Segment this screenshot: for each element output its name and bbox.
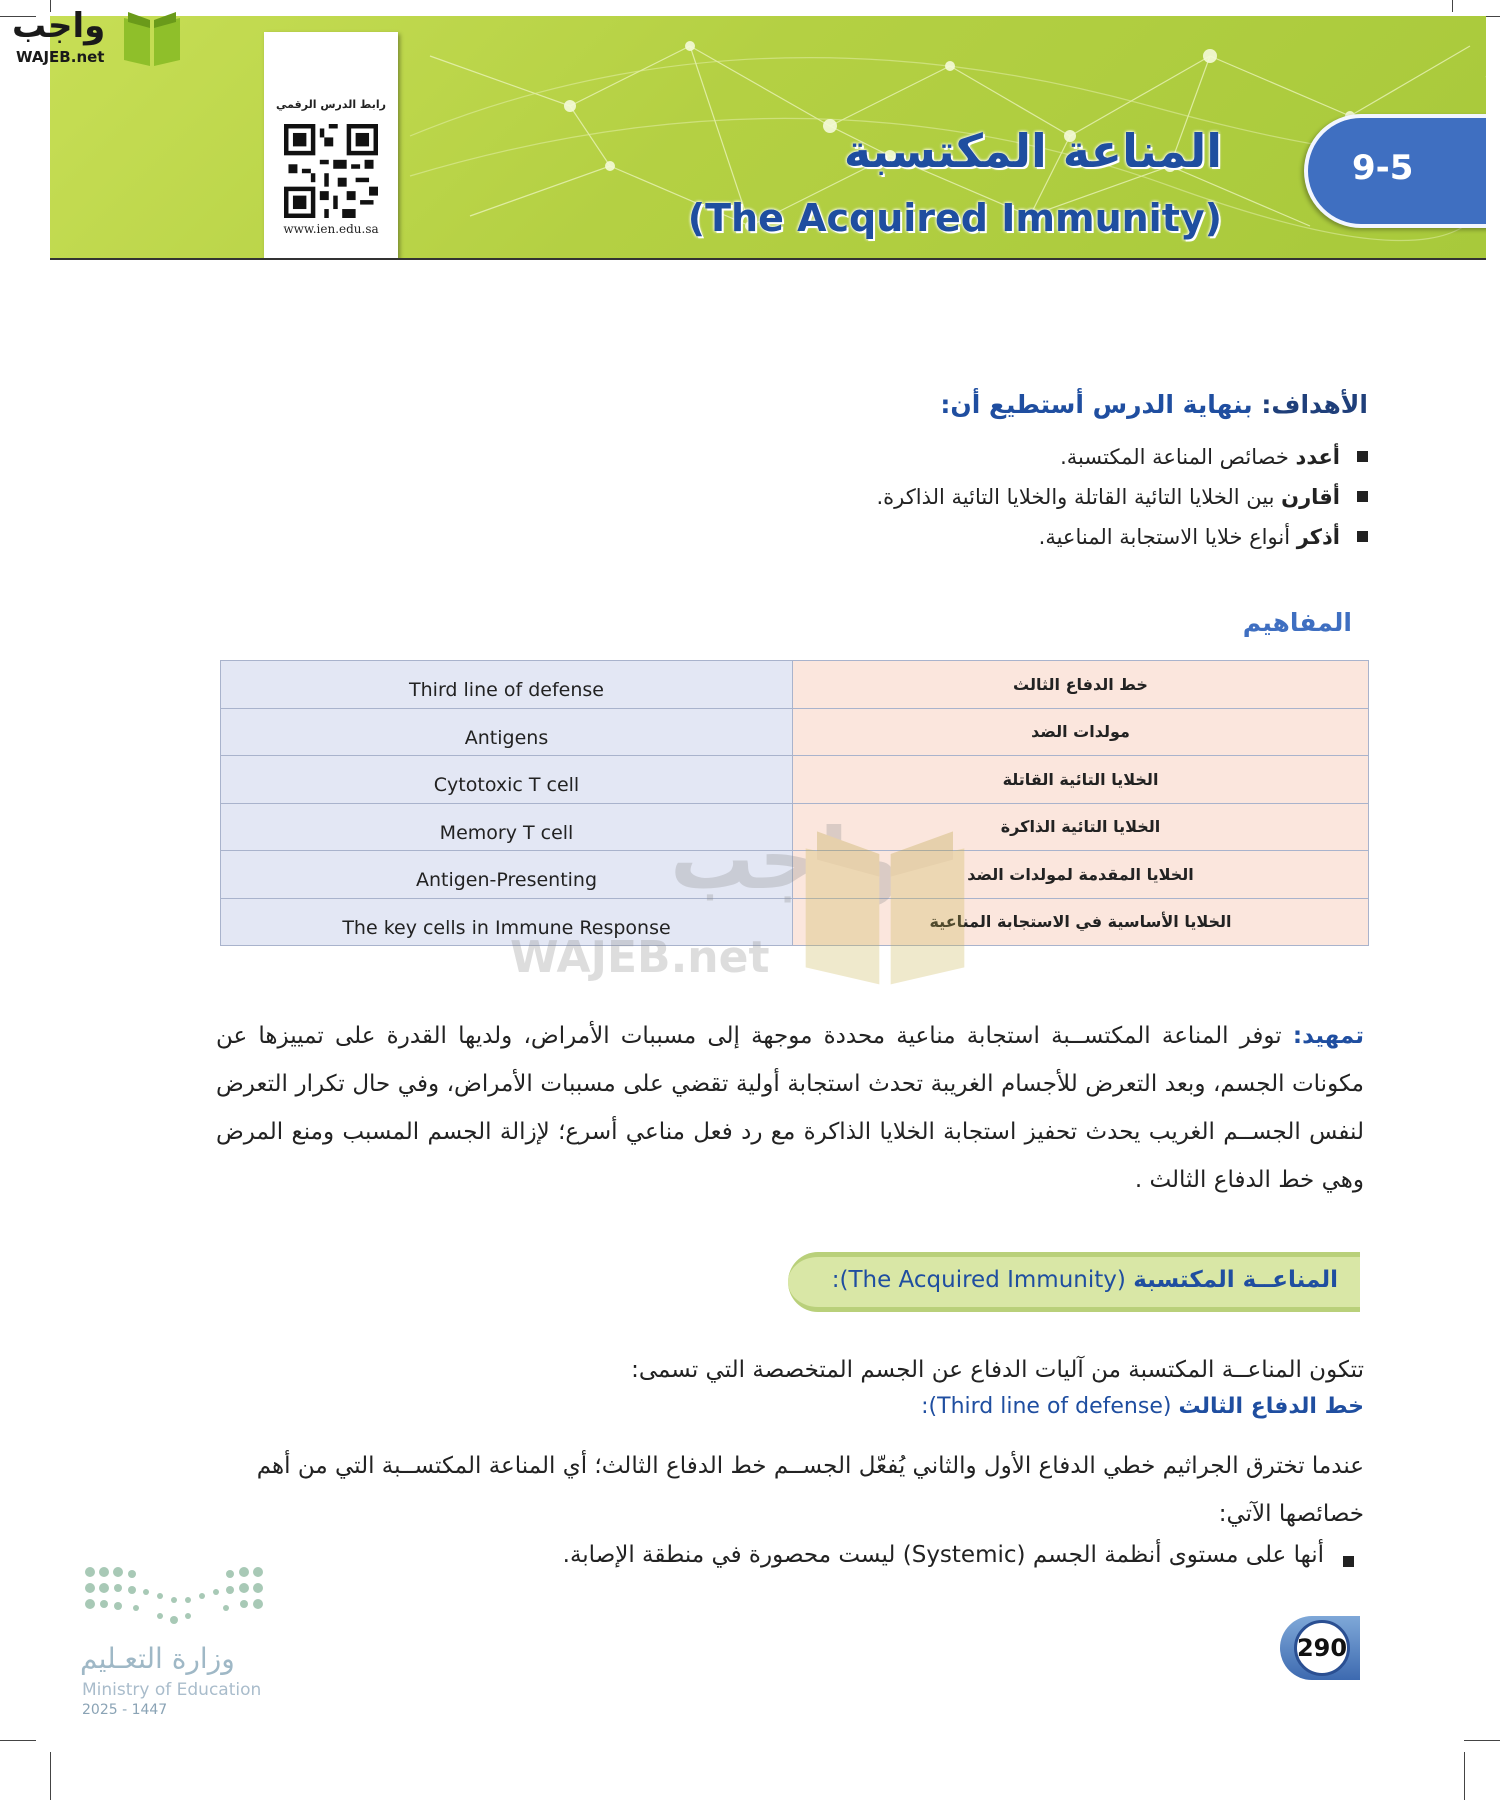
ministry-name-en: Ministry of Education bbox=[82, 1680, 262, 1700]
objectives-section bbox=[368, 390, 1368, 557]
ministry-year: 2025 - 1447 bbox=[82, 1702, 168, 1718]
objectives-list bbox=[368, 437, 1368, 557]
objectives-label: الأهداف: bbox=[1261, 390, 1368, 419]
lesson-header-banner bbox=[50, 16, 1486, 260]
concept-ar: الخلايا الأساسية في الاستجابة المناعية bbox=[793, 898, 1369, 946]
concept-en: The key cells in Immune Response bbox=[221, 898, 793, 946]
lesson-title-en: (The Acquired Immunity) bbox=[687, 196, 1222, 240]
section-title-ar: المناعــة المكتسبة bbox=[1133, 1267, 1338, 1293]
ministry-dots-icon bbox=[80, 1560, 270, 1640]
section-paragraph-2: عندما تخترق الجراثيم خطي الدفاع الأول والثاني يُفعّل الجســم خط الدفاع الثالث؛ أي المناعة المكتســبة التي من أهم خصائصها الآتي: bbox=[256, 1453, 1364, 1527]
ministry-logo bbox=[80, 1560, 280, 1730]
qr-card[interactable] bbox=[264, 32, 398, 260]
table-row bbox=[221, 708, 1369, 756]
section-paragraph-1: تتكون المناعــة المكتسبة من آليات الدفاع عن الجسم المتخصصة التي تسمى: bbox=[631, 1357, 1364, 1383]
lesson-title-ar: المناعة المكتسبة bbox=[843, 124, 1222, 178]
concept-en: Antigens bbox=[221, 708, 793, 756]
book-icon bbox=[120, 8, 184, 68]
intro-text: توفر المناعة المكتســبة استجابة مناعية محددة موجهة إلى مسببات الأمراض، ولديها القدرة على تمييزها عن مكونات الجسم، وبعد التعرض للأجسام الغريبة تحدث استجابة أولية تقضي على مسببات الأمراض، وفي حال تكرار التعرض لنفس الجســم الغريب يحدث تحفيز استجابة الخلايا الذاكرة مع رد فعل مناعي أسرع؛ لإزالة الجسم المسبب ومنع المرض وهي خط الدفاع الثالث . bbox=[216, 1023, 1364, 1193]
watermark-ar: واجب bbox=[670, 810, 901, 908]
concept-en: Memory T cell bbox=[221, 803, 793, 851]
table-row bbox=[221, 803, 1369, 851]
crop-mark bbox=[1464, 1752, 1465, 1800]
sub-heading-en: (Third line of defense): bbox=[921, 1394, 1172, 1419]
table-row bbox=[221, 898, 1369, 946]
lesson-number: 9-5 bbox=[1352, 148, 1414, 188]
table-row bbox=[221, 756, 1369, 804]
section-title-en: (The Acquired Immunity): bbox=[831, 1267, 1126, 1293]
page-number: 290 bbox=[1296, 1634, 1348, 1662]
sub-heading-ar: خط الدفاع الثالث bbox=[1178, 1394, 1364, 1419]
lesson-number-badge bbox=[1304, 114, 1486, 228]
crop-mark bbox=[0, 1740, 36, 1741]
objectives-heading bbox=[368, 390, 1368, 419]
concept-ar: الخلايا التائية الذاكرة bbox=[793, 803, 1369, 851]
concept-en: Antigen-Presenting bbox=[221, 851, 793, 899]
crop-mark bbox=[1452, 0, 1453, 12]
section-heading-bar bbox=[788, 1252, 1360, 1312]
qr-url[interactable]: www.ien.edu.sa bbox=[283, 222, 379, 236]
concept-en: Cytotoxic T cell bbox=[221, 756, 793, 804]
crop-mark bbox=[1464, 1740, 1500, 1741]
page-number-circle bbox=[1294, 1620, 1350, 1676]
ministry-name-ar: وزارة التعـليم bbox=[80, 1642, 235, 1675]
objective-item: أعدد خصائص المناعة المكتسبة. bbox=[368, 437, 1340, 477]
section-heading bbox=[832, 1267, 1338, 1293]
concepts-title: المفاهيم bbox=[1242, 608, 1352, 637]
sub-heading bbox=[921, 1394, 1364, 1419]
objective-item: أذكر أنواع خلايا الاستجابة المناعية. bbox=[368, 517, 1340, 557]
section-bullet: أنها على مستوى أنظمة الجسم (Systemic) ليست محصورة في منطقة الإصابة. bbox=[214, 1542, 1364, 1568]
page-number-badge bbox=[1280, 1612, 1370, 1684]
qr-label: رابط الدرس الرقمي bbox=[276, 98, 386, 111]
intro-label: تمهيد: bbox=[1292, 1023, 1364, 1049]
concepts-table bbox=[220, 660, 1369, 946]
table-row bbox=[221, 851, 1369, 899]
wajeb-logo bbox=[12, 6, 184, 66]
wajeb-logo-en: WAJEB.net bbox=[16, 48, 105, 66]
intro-paragraph bbox=[216, 1012, 1364, 1204]
objectives-lead: بنهاية الدرس أستطيع أن: bbox=[940, 390, 1253, 419]
concept-en: Third line of defense bbox=[221, 661, 793, 709]
qr-code-icon[interactable] bbox=[284, 124, 378, 218]
wajeb-logo-ar: واجب bbox=[12, 6, 106, 46]
watermark-en: WAJEB.net bbox=[510, 932, 770, 983]
concept-ar: مولدات الضد bbox=[793, 708, 1369, 756]
table-row bbox=[221, 661, 1369, 709]
concept-ar: الخلايا المقدمة لمولدات الضد bbox=[793, 851, 1369, 899]
objective-item: أقارن بين الخلايا التائية القاتلة والخلايا التائية الذاكرة. bbox=[368, 477, 1340, 517]
concept-ar: خط الدفاع الثالث bbox=[793, 661, 1369, 709]
crop-mark bbox=[50, 1752, 51, 1800]
concept-ar: الخلايا التائية القاتلة bbox=[793, 756, 1369, 804]
